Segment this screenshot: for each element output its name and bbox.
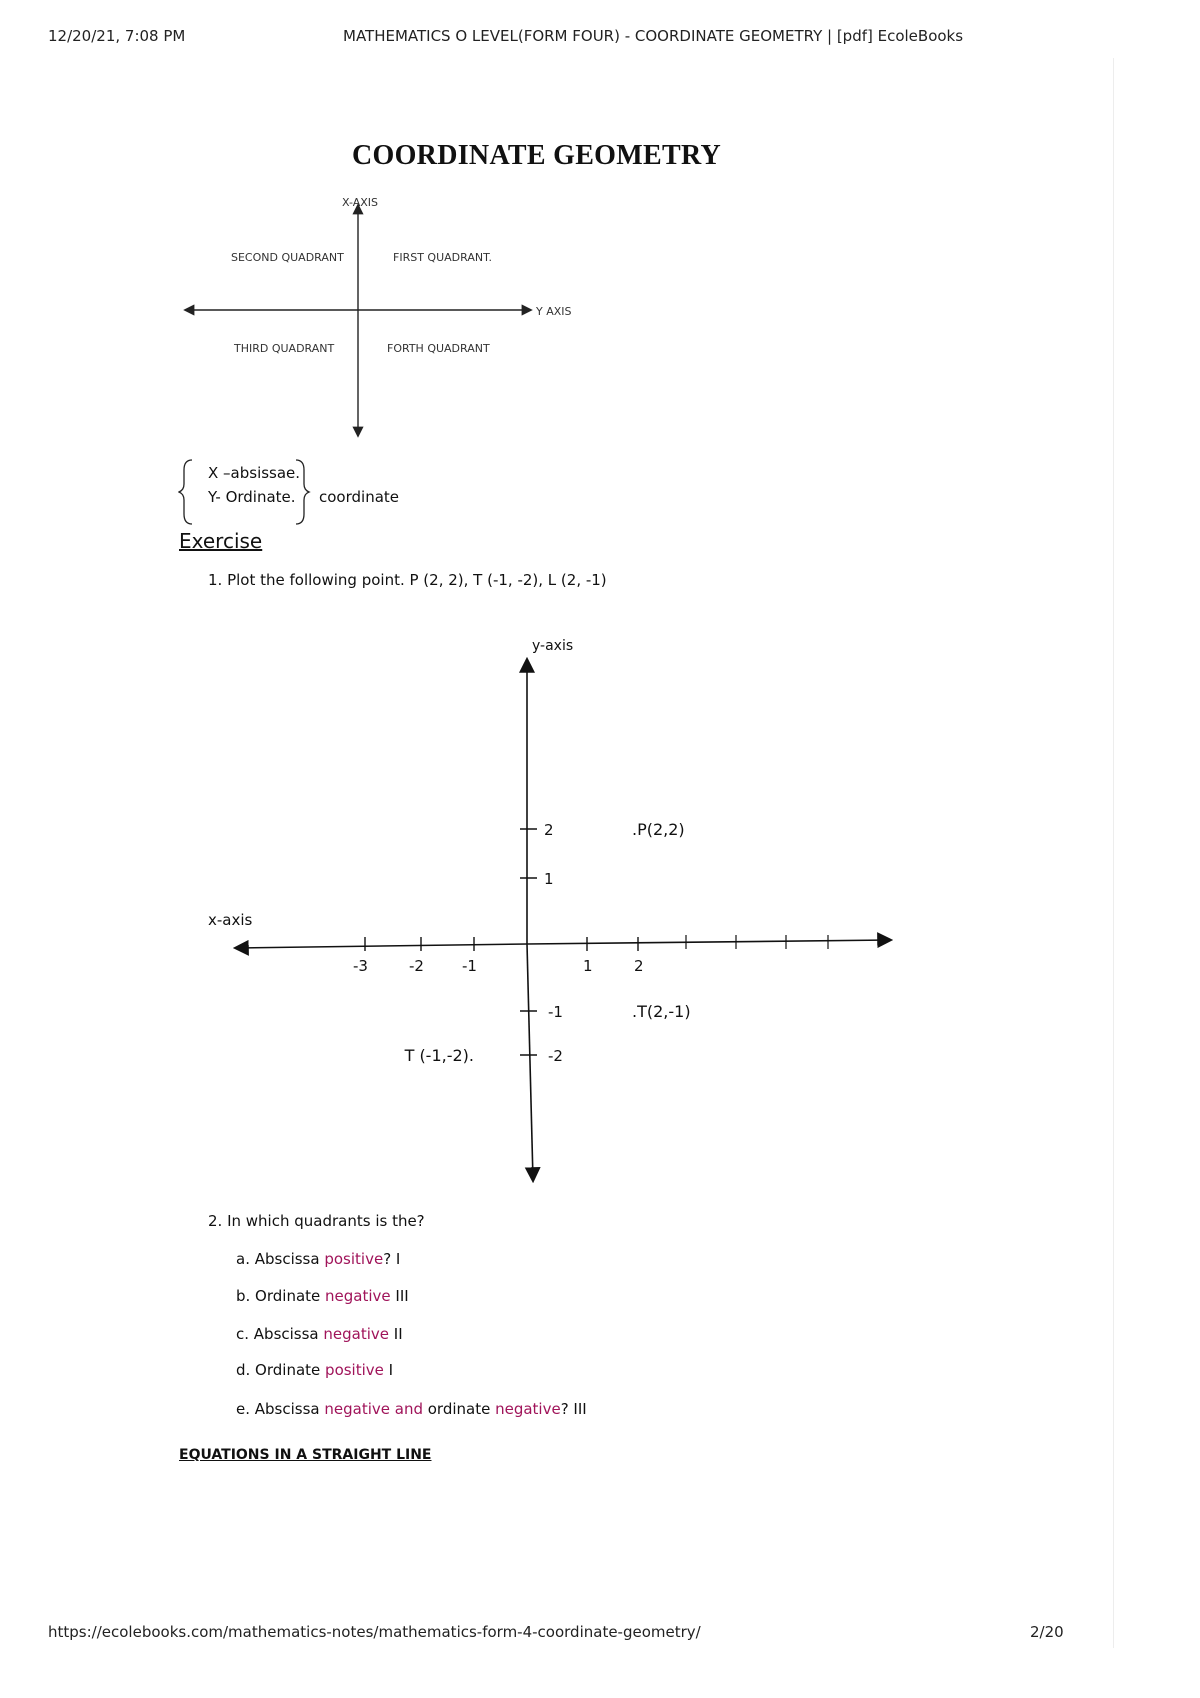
brace-label: coordinate	[319, 488, 400, 506]
quadrant-y-axis-label: Y AXIS	[536, 305, 572, 318]
print-url: https://ecolebooks.com/mathematics-notes/mathematics-form-4-coordinate-geometry/	[48, 1623, 701, 1641]
x-tick-label--1: -1	[462, 957, 477, 975]
answer-e: e. Abscissa negative and ordinate negative? III	[236, 1400, 587, 1418]
quadrant-x-axis-label: X-AXIS	[342, 196, 379, 209]
print-page-number: 2/20	[1030, 1623, 1064, 1641]
exercise-heading: Exercise	[179, 529, 263, 553]
y-tick-label-2: 2	[544, 821, 554, 839]
first-quadrant-label: FIRST QUADRANT.	[393, 251, 492, 264]
document-title: COORDINATE GEOMETRY	[352, 140, 722, 171]
y-tick-label--2: -2	[548, 1047, 563, 1065]
brace-line-abscissa: X –absissae.	[208, 464, 301, 482]
print-page-title: MATHEMATICS O LEVEL(FORM FOUR) - COORDINATE GEOMETRY | [pdf] EcoleBooks	[343, 27, 964, 45]
answer-b: b. Ordinate negative III	[236, 1287, 409, 1305]
answer-d: d. Ordinate positive I	[236, 1361, 394, 1379]
plot-y-axis-label: y-axis	[532, 638, 574, 654]
section-heading: EQUATIONS IN A STRAIGHT LINE	[179, 1447, 432, 1463]
x-tick-label--2: -2	[409, 957, 424, 975]
print-timestamp: 12/20/21, 7:08 PM	[48, 27, 186, 45]
third-quadrant-label: THIRD QUADRANT	[234, 342, 335, 355]
question-2: 2. In which quadrants is the?	[208, 1212, 425, 1230]
y-tick-label-1: 1	[544, 870, 554, 888]
plot-x-axis-left	[236, 944, 527, 948]
y-tick-label--1: -1	[548, 1003, 563, 1021]
x-tick-label-2: 2	[634, 957, 644, 975]
x-tick-label--3: -3	[353, 957, 368, 975]
question-1: 1. Plot the following point. P (2, 2), T (-1, -2), L (2, -1)	[208, 571, 607, 589]
plot-x-axis-label: x-axis	[208, 911, 253, 929]
answer-c: c. Abscissa negative II	[236, 1325, 403, 1343]
x-tick-label-1: 1	[583, 957, 593, 975]
brace-line-ordinate: Y- Ordinate.	[208, 488, 296, 506]
fourth-quadrant-label: FORTH QUADRANT	[387, 342, 490, 355]
plot-point-label-2: .T(2,-1)	[632, 1002, 691, 1021]
plot-point-label-3: T (-1,-2).	[404, 1046, 474, 1065]
answer-a: a. Abscissa positive? I	[236, 1250, 401, 1268]
plot-x-axis-right	[527, 940, 890, 944]
plot-y-axis-down	[527, 944, 533, 1180]
plot-point-label-1: .P(2,2)	[632, 820, 685, 839]
second-quadrant-label: SECOND QUADRANT	[231, 251, 344, 264]
